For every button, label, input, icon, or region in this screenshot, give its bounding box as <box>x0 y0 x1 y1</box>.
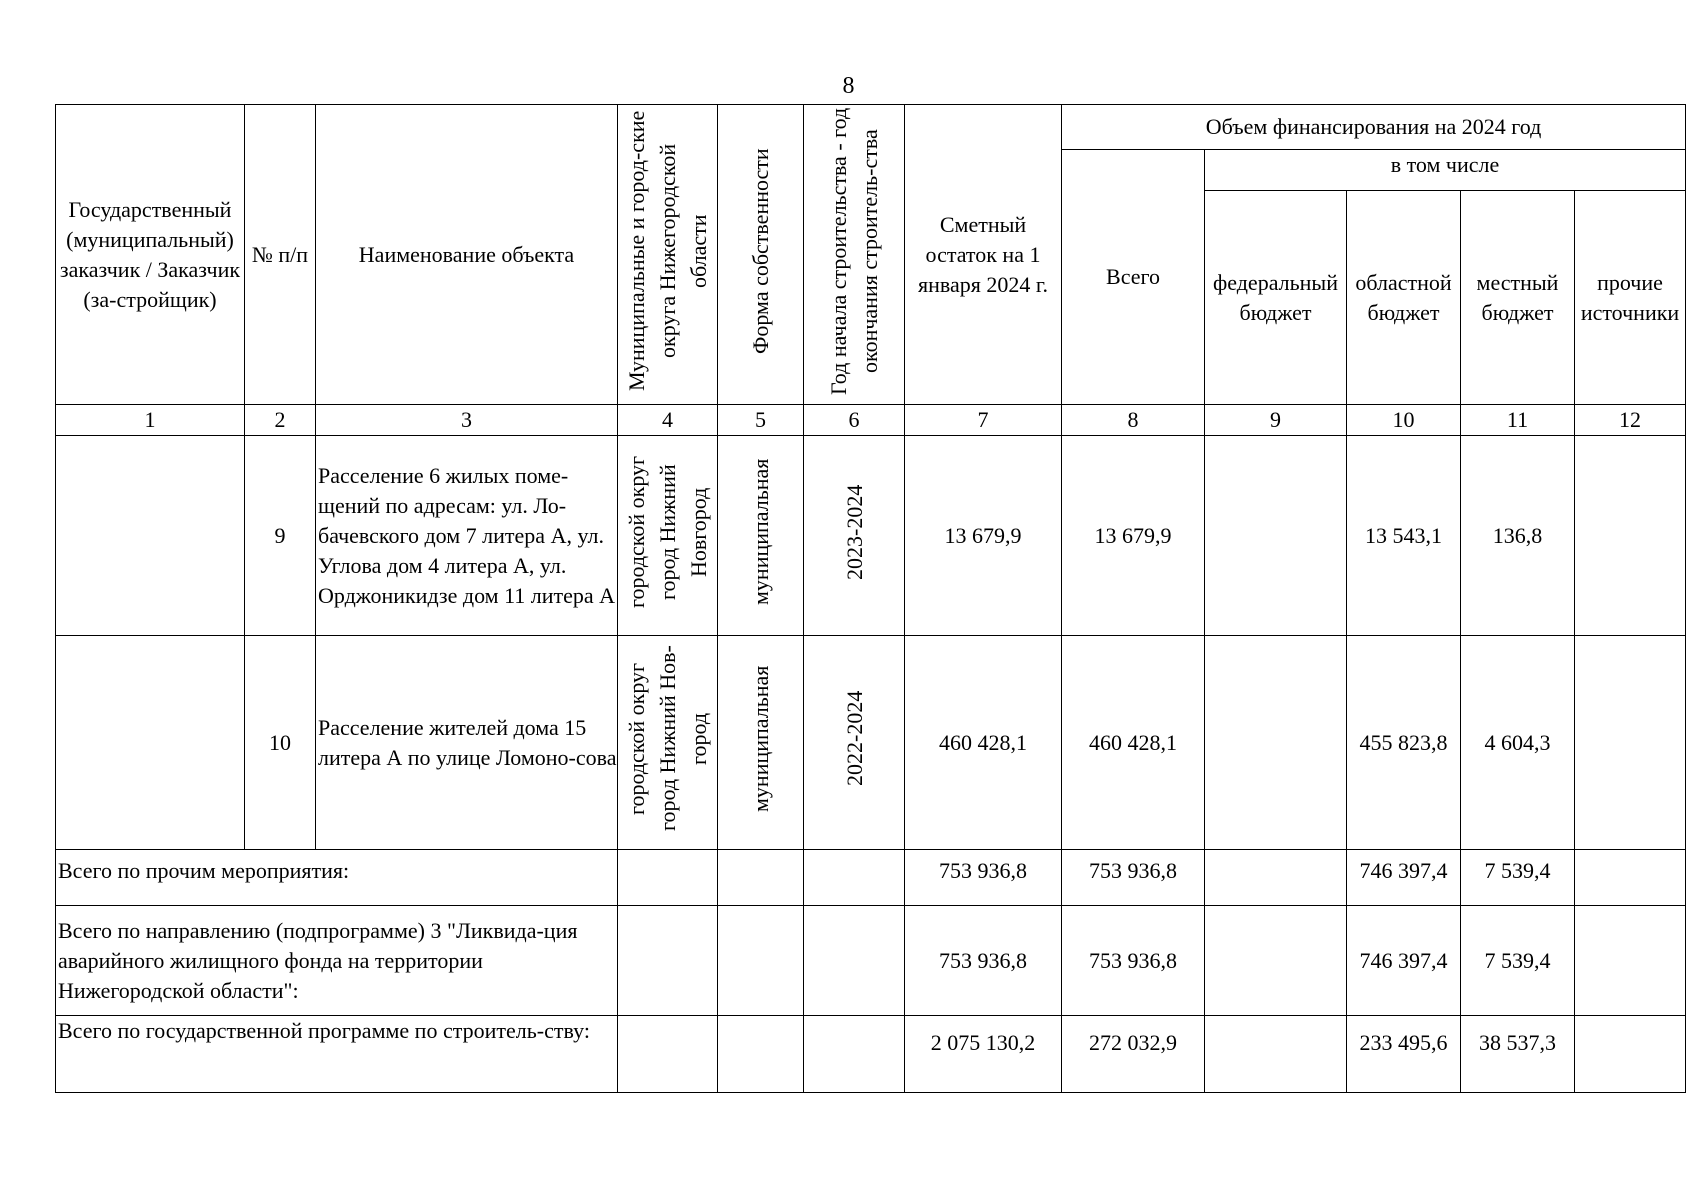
empty-cell <box>804 1016 905 1093</box>
empty-cell <box>804 906 905 1016</box>
header-including: в том числе <box>1205 150 1686 191</box>
cell-federal <box>1205 1016 1347 1093</box>
col-number: 4 <box>618 405 718 436</box>
empty-cell <box>618 906 718 1016</box>
header-local: местный бюджет <box>1461 191 1575 405</box>
col-number: 10 <box>1347 405 1461 436</box>
cell-total: 753 936,8 <box>1062 906 1205 1016</box>
col-number: 3 <box>316 405 618 436</box>
cell-object-name: Расселение 6 жилых поме-щений по адресам: ул. Ло-бачевского дом 7 литера А, ул. Углова дом 4 литера А, ул. Орджоникидзе дом 11 литера А <box>316 436 618 636</box>
cell-local: 7 539,4 <box>1461 906 1575 1016</box>
cell-federal <box>1205 850 1347 906</box>
empty-cell <box>718 906 804 1016</box>
header-total: Всего <box>1062 150 1205 405</box>
cell-ownership: муниципальная <box>718 636 804 850</box>
col-number: 11 <box>1461 405 1575 436</box>
col-number: 7 <box>905 405 1062 436</box>
empty-cell <box>618 850 718 906</box>
header-federal: федеральный бюджет <box>1205 191 1347 405</box>
empty-cell <box>718 850 804 906</box>
cell-num: 10 <box>245 636 316 850</box>
cell-years: 2023-2024 <box>804 436 905 636</box>
col-number: 1 <box>56 405 245 436</box>
cell-total: 272 032,9 <box>1062 1016 1205 1093</box>
empty-cell <box>804 850 905 906</box>
col-number: 9 <box>1205 405 1347 436</box>
table-row <box>56 436 1686 636</box>
totals-label: Всего по прочим мероприятия: <box>56 850 618 906</box>
header-municipality: Муниципальные и город-ские округа Нижегородской области <box>618 105 718 405</box>
table-row <box>56 636 1686 850</box>
header-estimate: Сметный остаток на 1 января 2024 г. <box>905 105 1062 405</box>
cell-regional: 746 397,4 <box>1347 906 1461 1016</box>
cell-customer <box>56 436 245 636</box>
header-customer: Государственный (муниципальный) заказчик / Заказчик (за-стройщик) <box>56 105 245 405</box>
header-years: Год начала строительства - год окончания строитель-ства <box>804 105 905 405</box>
cell-total: 753 936,8 <box>1062 850 1205 906</box>
totals-row <box>56 906 1686 1016</box>
financing-table <box>55 104 1686 1093</box>
cell-local: 136,8 <box>1461 436 1575 636</box>
header-num: № п/п <box>245 105 316 405</box>
totals-label: Всего по государственной программе по строитель-ству: <box>56 1016 618 1093</box>
header-object-name: Наименование объекта <box>316 105 618 405</box>
col-number: 5 <box>718 405 804 436</box>
cell-other <box>1575 1016 1686 1093</box>
cell-total: 13 679,9 <box>1062 436 1205 636</box>
cell-municipality: городской округ город Нижний Новгород <box>618 436 718 636</box>
cell-estimate: 753 936,8 <box>905 850 1062 906</box>
cell-customer <box>56 636 245 850</box>
cell-estimate: 2 075 130,2 <box>905 1016 1062 1093</box>
col-number: 6 <box>804 405 905 436</box>
empty-cell <box>618 1016 718 1093</box>
header-regional: областной бюджет <box>1347 191 1461 405</box>
header-ownership: Форма собственности <box>718 105 804 405</box>
cell-regional: 233 495,6 <box>1347 1016 1461 1093</box>
totals-label: Всего по направлению (подпрограмме) 3 "Ликвида-ция аварийного жилищного фонда на территории Нижегородской области": <box>56 906 618 1016</box>
page-number: 8 <box>842 73 855 99</box>
cell-other <box>1575 850 1686 906</box>
cell-other <box>1575 906 1686 1016</box>
cell-estimate: 13 679,9 <box>905 436 1062 636</box>
cell-total: 460 428,1 <box>1062 636 1205 850</box>
empty-cell <box>718 1016 804 1093</box>
cell-local: 4 604,3 <box>1461 636 1575 850</box>
cell-federal <box>1205 436 1347 636</box>
cell-estimate: 460 428,1 <box>905 636 1062 850</box>
cell-object-name: Расселение жителей дома 15 литера А по улице Ломоно-сова <box>316 636 618 850</box>
column-numbers-row <box>56 405 1686 436</box>
cell-other <box>1575 636 1686 850</box>
totals-row <box>56 850 1686 906</box>
col-number: 2 <box>245 405 316 436</box>
cell-local: 7 539,4 <box>1461 850 1575 906</box>
cell-federal <box>1205 636 1347 850</box>
cell-num: 9 <box>245 436 316 636</box>
col-number: 8 <box>1062 405 1205 436</box>
cell-regional: 746 397,4 <box>1347 850 1461 906</box>
totals-row <box>56 1016 1686 1093</box>
cell-years: 2022-2024 <box>804 636 905 850</box>
header-funding: Объем финансирования на 2024 год <box>1062 105 1686 150</box>
cell-ownership: муниципальная <box>718 436 804 636</box>
cell-regional: 13 543,1 <box>1347 436 1461 636</box>
cell-local: 38 537,3 <box>1461 1016 1575 1093</box>
cell-other <box>1575 436 1686 636</box>
cell-regional: 455 823,8 <box>1347 636 1461 850</box>
cell-estimate: 753 936,8 <box>905 906 1062 1016</box>
cell-municipality: городской округ город Нижний Нов-город <box>618 636 718 850</box>
cell-federal <box>1205 906 1347 1016</box>
col-number: 12 <box>1575 405 1686 436</box>
header-other: прочие источники <box>1575 191 1686 405</box>
